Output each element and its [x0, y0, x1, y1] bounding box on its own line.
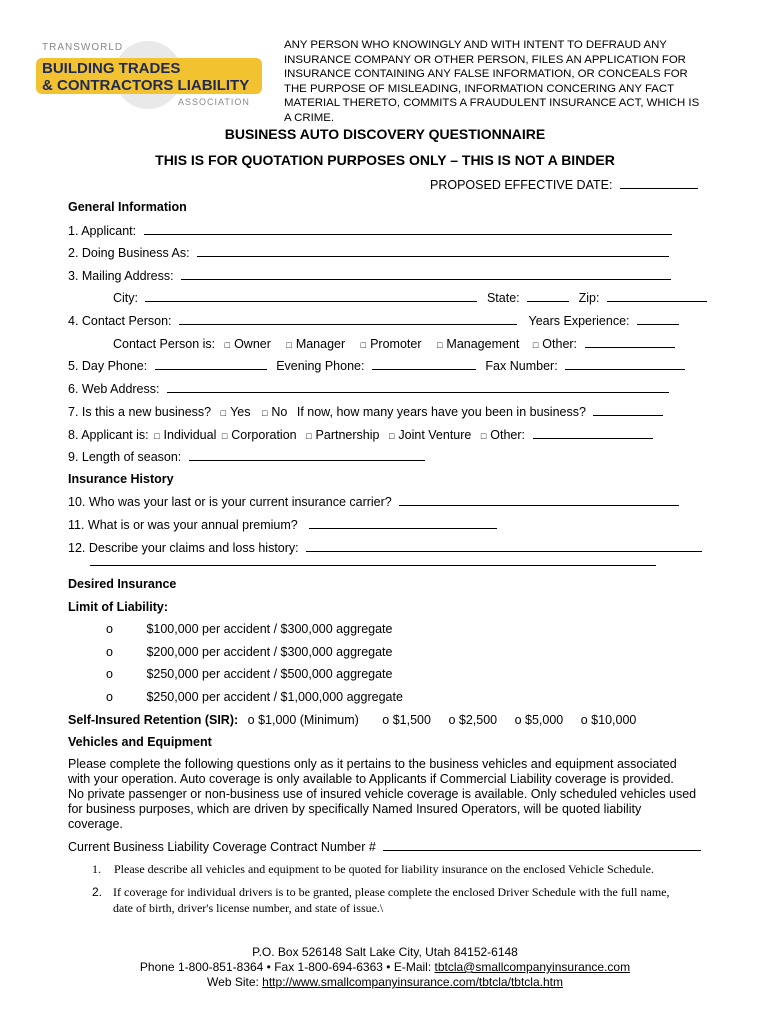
effective-date-field[interactable]: [620, 176, 698, 189]
instruction-1-text: Please describe all vehicles and equipment to be quoted for liability insurance on the enclosed Vehicle Schedule.: [114, 862, 654, 876]
association-logo: [30, 40, 270, 110]
limit-label-1: $100,000 per accident / $300,000 aggregate: [146, 622, 393, 636]
carrier-label: 10. Who was your last or is your current insurance carrier?: [68, 495, 392, 509]
new-business-label: 7. Is this a new business?: [68, 405, 212, 419]
footer: [0, 945, 770, 990]
web-field[interactable]: [167, 380, 669, 393]
page-subtitle: THIS IS FOR QUOTATION PURPOSES ONLY – THIS IS NOT A BINDER: [155, 152, 615, 168]
applicant-type-row: [68, 426, 653, 442]
season-field[interactable]: [189, 448, 425, 461]
mailing-row: [68, 267, 671, 283]
limit-radio-1[interactable]: o: [106, 622, 113, 636]
logo-top: TRANSWORLD: [42, 42, 124, 53]
contact-role-row: [113, 335, 675, 351]
evening-phone-label: Evening Phone:: [276, 359, 365, 373]
premium-field[interactable]: [309, 516, 497, 529]
vehicles-paragraph-line-2: with your operation. Auto coverage is only available to Applicants if Commercial Liability coverage is provided.: [68, 772, 674, 786]
owner-checkbox[interactable]: □: [224, 340, 231, 350]
claims-row: [68, 539, 702, 555]
other-type-field[interactable]: [533, 426, 653, 439]
yes-label: Yes: [230, 405, 251, 419]
individual-checkbox[interactable]: □: [154, 431, 160, 441]
corporation-checkbox[interactable]: □: [221, 431, 228, 441]
logo-line2: & CONTRACTORS LIABILITY: [42, 77, 250, 94]
vehicle-instruction-2: [92, 884, 670, 916]
logo-line1: BUILDING TRADES: [42, 60, 181, 77]
manager-checkbox[interactable]: □: [286, 340, 292, 350]
limit-heading: Limit of Liability:: [68, 600, 168, 614]
day-phone-field[interactable]: [155, 357, 267, 370]
page-title: BUSINESS AUTO DISCOVERY QUESTIONNAIRE: [224, 126, 546, 142]
vehicles-paragraph-line-5: coverage.: [68, 817, 123, 831]
effective-date-label: PROPOSED EFFECTIVE DATE:: [430, 178, 613, 192]
sir-label: Self-Insured Retention (SIR):: [68, 713, 239, 727]
claims-field-line2[interactable]: [90, 565, 656, 566]
day-phone-label: 5. Day Phone:: [68, 359, 148, 373]
claims-label: 12. Describe your claims and loss history:: [68, 541, 299, 555]
footer-web-label: Web Site:: [207, 975, 263, 989]
contact-field[interactable]: [179, 312, 517, 325]
claims-field[interactable]: [306, 539, 702, 552]
instruction-2-text-b: date of birth, driver's license number, and state of issue.\: [113, 901, 384, 915]
sir-row: [68, 712, 636, 728]
fraud-warning: ANY PERSON WHO KNOWINGLY AND WITH INTENT TO DEFRAUD ANY INSURANCE COMPANY OR OTHER PERSON, FILES AN APPLICATION FOR INSURANCE CONTAINING ANY FALSE INFORMATION, OR CONCEALS FOR THE PURPOSE OF MISLEADING, INFORMATION CONCERING ANY FACT MATERIAL THERETO, COMMITS A FRAUDULENT INSURANCE ACT, WHICH IS A CRIME.: [284, 39, 700, 124]
limit-radio-4[interactable]: o: [106, 690, 113, 704]
limit-option-3[interactable]: [106, 666, 392, 682]
other-role-field[interactable]: [585, 335, 675, 348]
contract-row: [68, 838, 701, 854]
partnership-label: Partnership: [315, 428, 380, 442]
vehicles-heading: Vehicles and Equipment: [68, 735, 212, 749]
years-label: Years Experience:: [528, 314, 630, 328]
vehicle-instruction-1: [92, 862, 654, 877]
individual-label: Individual: [163, 428, 217, 442]
sir-option-1000[interactable]: o $1,000 (Minimum): [247, 713, 359, 727]
corporation-label: Corporation: [231, 428, 297, 442]
manager-label: Manager: [295, 337, 346, 351]
limit-radio-3[interactable]: o: [106, 667, 113, 681]
footer-contact: [0, 960, 770, 975]
owner-label: Owner: [234, 337, 271, 351]
state-field[interactable]: [527, 289, 569, 302]
premium-row: [68, 516, 497, 532]
contract-label: Current Business Liability Coverage Contract Number #: [68, 840, 376, 854]
limit-label-3: $250,000 per accident / $500,000 aggregate: [146, 667, 393, 681]
city-row: [113, 289, 707, 305]
carrier-row: [68, 493, 679, 509]
new-business-row: [68, 403, 663, 419]
dba-label: 2. Doing Business As:: [68, 246, 190, 260]
desired-heading: Desired Insurance: [68, 577, 177, 591]
effective-date-row: [430, 176, 698, 192]
other-type-checkbox[interactable]: □: [480, 431, 487, 441]
vehicles-paragraph-line-1: Please complete the following questions only as it pertains to the business vehicles and equipment associated: [68, 757, 677, 771]
years-field[interactable]: [637, 312, 679, 325]
zip-field[interactable]: [607, 289, 707, 302]
evening-phone-field[interactable]: [372, 357, 476, 370]
footer-email-link[interactable]: tbtcla@smallcompanyinsurance.com: [434, 960, 631, 974]
zip-label: Zip:: [578, 291, 600, 305]
contact-row: [68, 312, 679, 328]
limit-radio-2[interactable]: o: [106, 645, 113, 659]
fax-field[interactable]: [565, 357, 685, 370]
other-role-checkbox[interactable]: □: [532, 340, 539, 350]
partnership-checkbox[interactable]: □: [306, 431, 312, 441]
applicant-label: 1. Applicant:: [68, 224, 137, 238]
general-heading: General Information: [68, 200, 187, 214]
yes-checkbox[interactable]: □: [220, 408, 227, 418]
phone-row: [68, 357, 685, 373]
no-checkbox[interactable]: □: [261, 408, 268, 418]
vehicles-paragraph-line-3: No private passenger or non-business use of insured vehicle coverage is available. Only scheduled vehicles used: [68, 787, 697, 801]
season-label: 9. Length of season:: [68, 450, 182, 464]
contact-label: 4. Contact Person:: [68, 314, 172, 328]
footer-web-link[interactable]: http://www.smallcompanyinsurance.com/tbtcla/tbtcla.htm: [262, 975, 563, 989]
contact-role-label: Contact Person is:: [113, 337, 216, 351]
history-heading: Insurance History: [68, 472, 174, 486]
contract-field[interactable]: [383, 838, 701, 851]
state-label: State:: [486, 291, 520, 305]
limit-label-4: $250,000 per accident / $1,000,000 aggregate: [146, 690, 403, 704]
footer-web: [0, 975, 770, 990]
management-checkbox[interactable]: □: [436, 340, 443, 350]
limit-option-2[interactable]: [106, 644, 392, 660]
season-row: [68, 448, 425, 464]
sir-option-5000[interactable]: o $5,000: [514, 713, 564, 727]
joint-venture-checkbox[interactable]: □: [388, 431, 395, 441]
limit-option-1[interactable]: [106, 621, 392, 637]
web-row: [68, 380, 669, 396]
mailing-field[interactable]: [181, 267, 671, 280]
footer-address: P.O. Box 526148 Salt Lake City, Utah 84152-6148: [252, 945, 518, 959]
city-field[interactable]: [145, 289, 477, 302]
mailing-label: 3. Mailing Address:: [68, 269, 174, 283]
vehicles-paragraph: [68, 757, 718, 832]
vehicles-paragraph-line-4: for business purposes, which are driven by specifically Named Insured Operators, will be quoted liability: [68, 802, 642, 816]
promoter-label: Promoter: [370, 337, 422, 351]
applicant-row: [68, 222, 672, 238]
dba-field[interactable]: [197, 244, 669, 257]
instruction-2-text-a: If coverage for individual drivers is to be granted, please complete the enclosed Driver Schedule with the full name,: [113, 885, 670, 899]
footer-phone: Phone 1-800-851-8364 • Fax 1-800-694-6363 • E-Mail:: [139, 960, 435, 974]
applicant-type-label: 8. Applicant is:: [68, 428, 149, 442]
web-label: 6. Web Address:: [68, 382, 160, 396]
promoter-checkbox[interactable]: □: [360, 340, 367, 350]
sir-option-1500[interactable]: o $1,500: [382, 713, 431, 727]
limit-option-4[interactable]: [106, 689, 403, 705]
joint-venture-label: Joint Venture: [398, 428, 472, 442]
dba-row: [68, 244, 669, 260]
premium-label: 11. What is or was your annual premium?: [68, 518, 298, 532]
sir-option-2500[interactable]: o $2,500: [448, 713, 498, 727]
applicant-field[interactable]: [144, 222, 672, 235]
sir-option-10000[interactable]: o $10,000: [580, 713, 637, 727]
logo-bottom: ASSOCIATION: [178, 97, 250, 107]
instruction-1-number: 1.: [92, 862, 101, 876]
carrier-field[interactable]: [399, 493, 679, 506]
limit-label-2: $200,000 per accident / $300,000 aggregate: [146, 645, 393, 659]
instruction-2-number: 2.: [92, 885, 103, 899]
management-label: Management: [446, 337, 520, 351]
years-business-label: If now, how many years have you been in business?: [296, 405, 586, 419]
years-business-field[interactable]: [593, 403, 663, 416]
city-label: City:: [113, 291, 138, 305]
other-role-label: Other:: [542, 337, 578, 351]
no-label: No: [271, 405, 288, 419]
fax-label: Fax Number:: [485, 359, 558, 373]
other-type-label: Other:: [490, 428, 526, 442]
